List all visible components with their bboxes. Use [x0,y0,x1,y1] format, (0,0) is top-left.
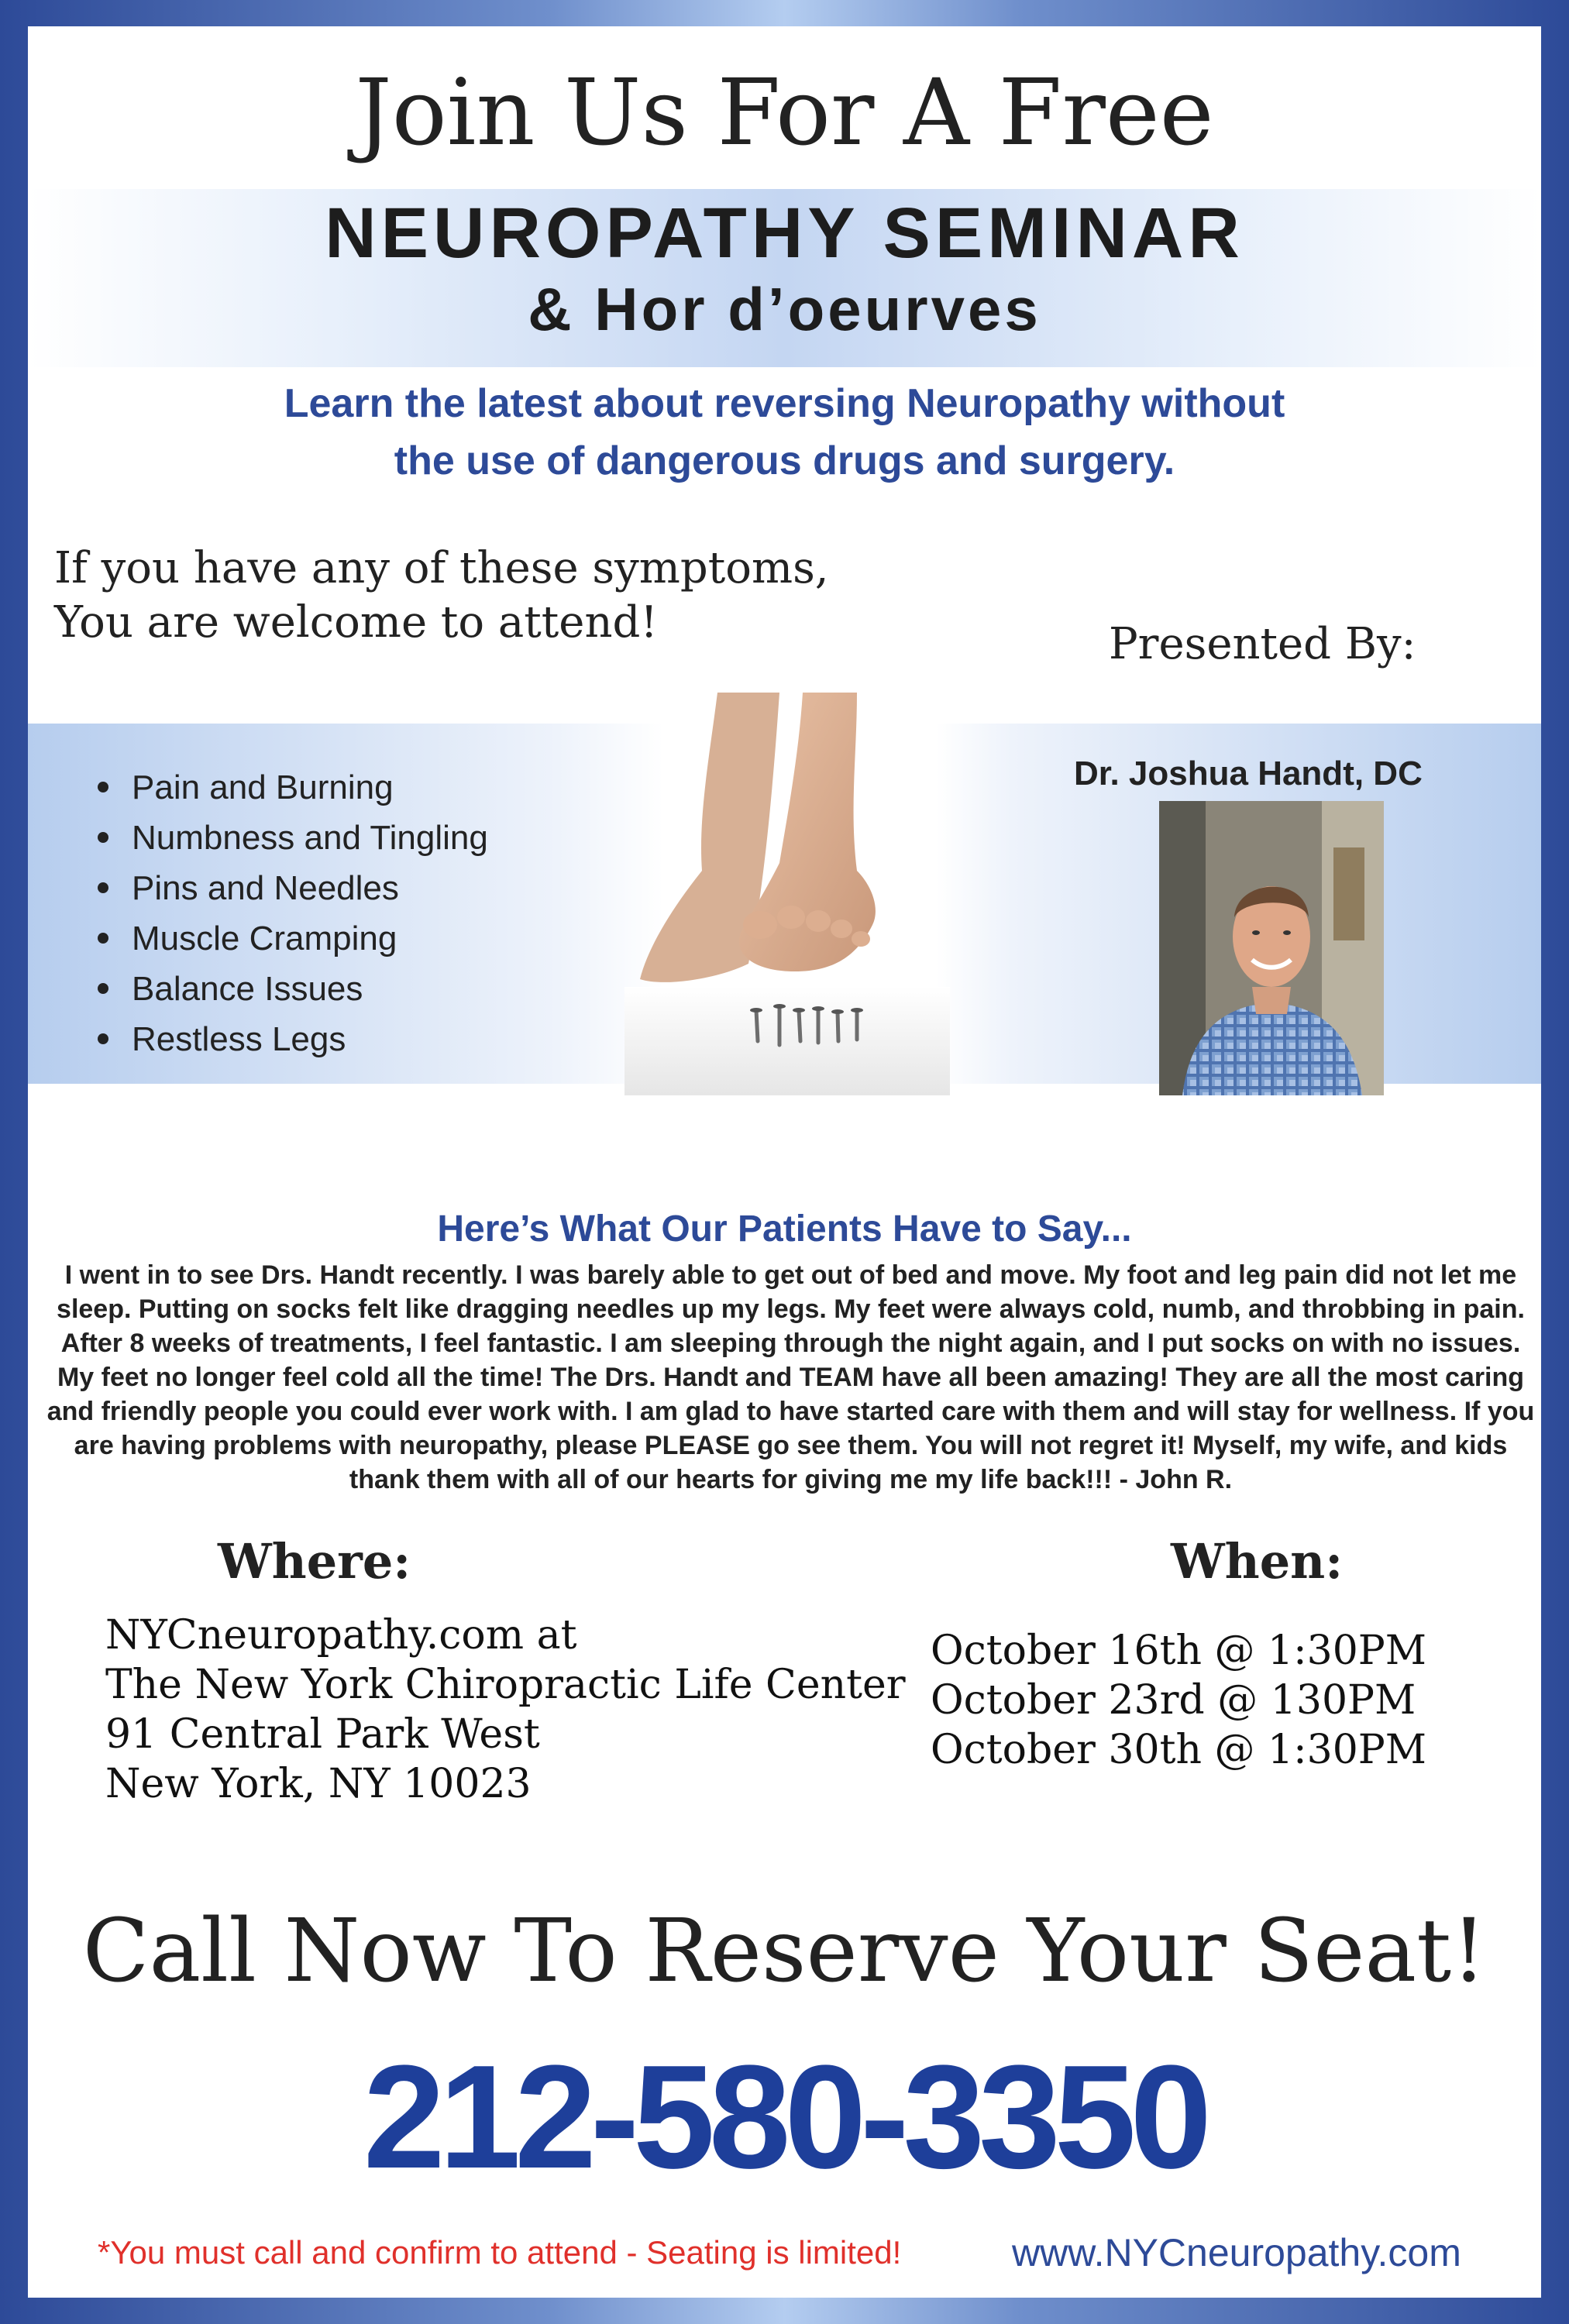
symptom-list [90,762,488,1064]
symptom-label: Balance Issues [132,970,363,1008]
symptom-label: Numbness and Tingling [132,819,488,857]
dates-block [931,1626,1426,1775]
list-item [90,863,488,913]
call-to-action: Call Now To Reserve Your Seat! [82,1901,1487,2002]
symptom-label: Restless Legs [132,1020,346,1058]
bullet-icon [98,782,108,792]
bullet-icon [98,983,108,994]
disclaimer: *You must call and confirm to attend - Seating is limited! [98,2234,902,2271]
list-item [90,1014,488,1064]
address-line: NYCneuropathy.com at [105,1612,577,1659]
testimonial-text: I went in to see Drs. Handt recently. I was barely able to get out of bed and move. My foot and leg pain did not let me sleep. Putting on socks felt like dragging needles up my legs. My feet were always cold, numb, and throbbing in pain. After 8 weeks of treatments, I feel fantastic. I am sleeping through the night again, and I put socks on with no issues. My feet no longer feel cold all the time! The Drs. Handt and TEAM have all been amazing! They are all the most caring and friendly people you could ever work with. I am glad to have started care with them and will stay for wellness. If you are having problems with neuropathy, please PLEASE go see them. You will not regret it! Myself, my wife, and kids thank them with all of our hearts for giving me my life back!!! - John R. [46,1260,1535,1494]
where-label: Where: [218,1533,411,1590]
address-block [105,1611,906,1809]
bullet-icon [98,882,108,893]
symptoms-intro [54,541,829,650]
testimonial-title: Here’s What Our Patients Have to Say... [437,1208,1132,1250]
list-item [90,913,488,964]
website-link[interactable]: www.NYCneuropathy.com [1012,2231,1461,2274]
phone-number[interactable]: 212-580-3350 [363,2035,1206,2199]
bullet-icon [98,933,108,944]
symptoms-intro-line-1: If you have any of these symptoms, [54,543,829,593]
symptom-label: Muscle Cramping [132,920,397,957]
date-line: October 16th @ 1:30PM [931,1628,1427,1674]
flyer [28,26,1541,2298]
presented-by-label: Presented By: [1109,619,1416,669]
doctor-photo [1159,801,1384,1095]
address-line: The New York Chiropractic Life Center [105,1662,906,1708]
list-item [90,964,488,1014]
when-label: When: [1171,1533,1344,1590]
symptoms-intro-line-2: You are welcome to attend! [54,597,658,648]
foot-on-nails-image [625,693,950,1095]
date-line: October 30th @ 1:30PM [931,1727,1427,1773]
bullet-icon [98,832,108,843]
hor-doeuvres-title: & Hor d’oeurves [528,275,1041,343]
symptom-label: Pins and Needles [132,869,399,907]
seminar-title: NEUROPATHY SEMINAR [325,194,1244,273]
tagline-line-1: Learn the latest about reversing Neuropathy without [284,381,1285,426]
join-heading: Join Us For A Free [355,59,1214,166]
address-line: New York, NY 10023 [105,1761,532,1807]
date-line: October 23rd @ 130PM [931,1677,1416,1724]
address-line: 91 Central Park West [105,1711,540,1758]
list-item [90,762,488,813]
tagline-line-2: the use of dangerous drugs and surgery. [394,438,1175,483]
symptom-label: Pain and Burning [132,768,394,806]
tagline [28,375,1541,490]
bullet-icon [98,1033,108,1044]
list-item [90,813,488,863]
doctor-name: Dr. Joshua Handt, DC [1074,755,1423,792]
